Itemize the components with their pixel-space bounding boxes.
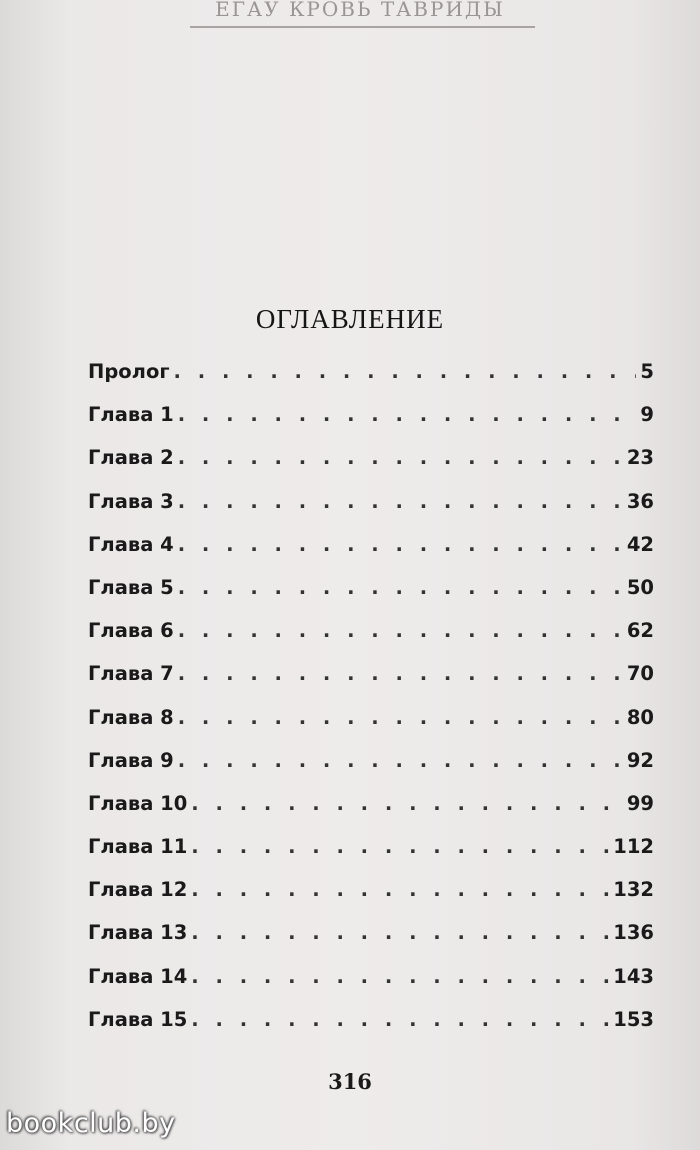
toc-entry-title: Глава 10	[88, 791, 188, 815]
toc-entry-page: 9	[640, 403, 654, 427]
toc-entry-title: Глава 14	[88, 964, 188, 988]
toc-leader-dots	[178, 662, 623, 685]
toc-entry-page: 5	[640, 360, 654, 383]
toc-entry-title: Глава 3	[88, 489, 174, 513]
toc-entry-title: Глава 13	[88, 921, 188, 945]
toc-entry-page: 80	[626, 705, 654, 729]
toc-entry	[88, 403, 654, 446]
toc-entry-page: 62	[626, 619, 654, 643]
toc-entry-title: Глава 9	[88, 748, 174, 772]
toc-entry-page: 23	[626, 446, 654, 470]
toc-entry-page: 143	[613, 964, 654, 988]
toc-entry-title: Глава 8	[88, 705, 174, 729]
toc-entry-page: 92	[626, 748, 654, 772]
toc-entry-page: 99	[626, 791, 654, 815]
toc-entry-page: 153	[613, 1007, 654, 1031]
toc-entry-title: Глава 5	[88, 575, 174, 599]
toc-entry-title: Глава 6	[88, 619, 174, 643]
toc-leader-dots	[191, 921, 609, 944]
toc-leader-dots	[178, 706, 623, 729]
toc-leader-dots	[178, 619, 623, 642]
toc-leader-dots	[178, 490, 623, 513]
toc-entry	[88, 490, 654, 533]
toc-entry	[88, 835, 654, 878]
toc-entry-title: Глава 7	[88, 662, 174, 686]
toc-entry-title: Глава 1	[88, 403, 174, 427]
toc-entry-title: Глава 2	[88, 446, 174, 470]
toc-leader-dots	[178, 533, 623, 556]
toc-entry-page: 136	[613, 921, 654, 945]
toc-entry	[88, 921, 654, 964]
toc-leader-dots	[178, 403, 637, 426]
toc-entry	[88, 749, 654, 792]
toc-entry-page: 50	[626, 575, 654, 599]
toc-leader-dots	[191, 965, 609, 988]
toc-entry-page: 132	[613, 878, 654, 902]
toc-leader-dots	[191, 878, 609, 901]
toc-leader-dots	[191, 1008, 609, 1031]
toc-title: ОГЛАВЛЕНИЕ	[255, 304, 445, 334]
toc-leader-dots	[178, 576, 623, 599]
toc-entry	[88, 878, 654, 921]
toc-entry-page: 42	[626, 532, 654, 556]
toc-entry	[88, 533, 654, 576]
toc-leader-dots	[174, 360, 637, 383]
toc-entry	[88, 1008, 654, 1051]
toc-entry-title: Пролог	[88, 360, 170, 383]
toc-leader-dots	[178, 749, 623, 772]
toc-entry	[88, 706, 654, 749]
toc-entry	[88, 446, 654, 489]
toc-entry	[88, 965, 654, 1008]
toc-leader-dots	[178, 446, 623, 469]
toc-entry-page: 112	[613, 835, 654, 859]
toc-leader-dots	[191, 835, 609, 858]
running-head-rule	[190, 26, 535, 28]
toc-entry	[88, 576, 654, 619]
toc-entry	[88, 619, 654, 662]
toc-entry-title: Глава 11	[88, 835, 188, 859]
toc-leader-dots	[191, 792, 623, 815]
toc-entry-page: 36	[626, 489, 654, 513]
toc-entry	[88, 792, 654, 835]
toc-entry	[88, 662, 654, 705]
toc-entry-title: Глава 12	[88, 878, 188, 902]
table-of-contents	[88, 360, 654, 1051]
toc-entry	[88, 360, 654, 403]
watermark: bookclub.by	[6, 1108, 176, 1139]
toc-entry-title: Глава 15	[88, 1007, 188, 1031]
page-number: 316	[328, 1069, 372, 1094]
running-head: ЕГАУ КРОВЬ ТАВРИДЫ	[215, 0, 505, 21]
toc-entry-page: 70	[626, 662, 654, 686]
toc-entry-title: Глава 4	[88, 532, 174, 556]
